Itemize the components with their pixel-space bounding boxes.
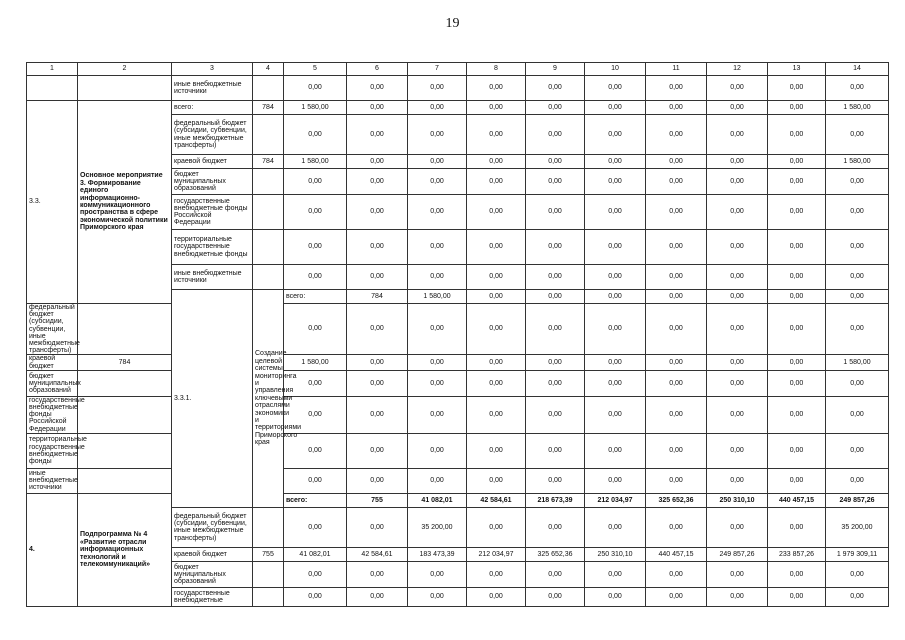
grbs-code-cell [253,265,284,290]
amount-cell: 0,00 [585,155,646,169]
grbs-code-cell [253,561,284,587]
amount-cell: 0,00 [768,115,826,155]
column-header-9: 9 [526,63,585,76]
amount-cell: 0,00 [526,169,585,195]
funding-source-cell: краевой бюджет [172,155,253,169]
amount-cell: 0,00 [707,155,768,169]
row-number-cell: 4. [27,493,78,606]
grbs-code-cell [78,370,172,396]
amount-cell: 1 580,00 [408,290,467,304]
amount-cell: 440 457,15 [768,493,826,507]
column-header-6: 6 [347,63,408,76]
budget-table [26,62,889,607]
amount-cell: 0,00 [646,396,707,433]
column-header-1: 1 [27,63,78,76]
amount-cell: 0,00 [284,195,347,230]
amount-cell: 0,00 [408,230,467,265]
amount-cell: 0,00 [467,76,526,101]
amount-cell: 218 673,39 [526,493,585,507]
funding-source-cell: федеральный бюджет (субсидии, субвенции, иные межбюджетные трансферты) [172,507,253,547]
amount-cell: 0,00 [526,76,585,101]
amount-cell: 0,00 [347,355,408,370]
amount-cell: 0,00 [408,370,467,396]
program-name-cell [78,76,172,101]
amount-cell: 0,00 [467,265,526,290]
amount-cell: 0,00 [768,230,826,265]
amount-cell: 0,00 [646,115,707,155]
amount-cell: 0,00 [646,155,707,169]
table-header-row [27,63,889,76]
amount-cell: 0,00 [284,433,347,468]
amount-cell: 0,00 [467,304,526,355]
amount-cell: 0,00 [768,76,826,101]
funding-source-cell: бюджет муниципальных образований [172,561,253,587]
amount-cell: 0,00 [347,169,408,195]
amount-cell: 0,00 [347,76,408,101]
amount-cell: 0,00 [408,396,467,433]
amount-cell: 0,00 [408,155,467,169]
amount-cell: 249 857,26 [707,547,768,561]
amount-cell: 0,00 [284,265,347,290]
amount-cell: 0,00 [347,587,408,606]
table-row [27,304,889,355]
amount-cell: 212 034,97 [585,493,646,507]
amount-cell: 0,00 [408,355,467,370]
amount-cell: 0,00 [585,195,646,230]
amount-cell: 0,00 [707,370,768,396]
grbs-code-cell: 784 [78,355,172,370]
funding-source-cell: всего: [284,493,347,507]
amount-cell: 0,00 [768,433,826,468]
grbs-code-cell [78,468,172,493]
amount-cell: 0,00 [826,230,889,265]
amount-cell: 0,00 [646,169,707,195]
funding-source-cell: краевой бюджет [27,355,78,370]
amount-cell: 0,00 [585,355,646,370]
table-row [27,468,889,493]
program-name-cell: Создание целевой системы мониторинга и управления ключевыми отраслями экономики и территориями Приморского края [253,290,284,508]
amount-cell: 0,00 [707,115,768,155]
amount-cell: 0,00 [707,195,768,230]
amount-cell: 0,00 [707,101,768,115]
amount-cell: 0,00 [526,115,585,155]
amount-cell: 0,00 [526,433,585,468]
program-name-cell: Подпрограмма № 4 «Развитие отрасли информационных технологий и телекоммуникаций» [78,493,172,606]
amount-cell: 0,00 [826,304,889,355]
amount-cell: 233 857,26 [768,547,826,561]
amount-cell: 0,00 [585,396,646,433]
amount-cell: 0,00 [467,115,526,155]
page-number: 19 [445,16,460,31]
amount-cell: 0,00 [347,195,408,230]
table-row [27,396,889,433]
funding-source-cell: территориальные государственные внебюджетные фонды [172,230,253,265]
amount-cell: 0,00 [646,587,707,606]
amount-cell: 0,00 [707,587,768,606]
amount-cell: 0,00 [526,290,585,304]
amount-cell: 0,00 [467,433,526,468]
amount-cell: 0,00 [347,433,408,468]
grbs-code-cell [78,433,172,468]
amount-cell: 0,00 [826,587,889,606]
funding-source-cell: федеральный бюджет (субсидии, субвенции, иные межбюджетные трансферты) [27,304,78,355]
column-header-5: 5 [284,63,347,76]
amount-cell: 0,00 [707,561,768,587]
amount-cell: 0,00 [768,587,826,606]
amount-cell: 0,00 [585,507,646,547]
amount-cell: 249 857,26 [826,493,889,507]
amount-cell: 440 457,15 [646,547,707,561]
amount-cell: 0,00 [408,304,467,355]
amount-cell: 0,00 [284,115,347,155]
amount-cell: 1 580,00 [826,101,889,115]
amount-cell: 0,00 [284,396,347,433]
amount-cell: 0,00 [408,115,467,155]
amount-cell: 0,00 [585,304,646,355]
amount-cell: 0,00 [347,265,408,290]
amount-cell: 0,00 [526,101,585,115]
column-header-7: 7 [408,63,467,76]
amount-cell: 0,00 [284,468,347,493]
amount-cell: 0,00 [768,370,826,396]
column-header-10: 10 [585,63,646,76]
amount-cell: 0,00 [408,468,467,493]
amount-cell: 0,00 [646,561,707,587]
amount-cell: 0,00 [526,370,585,396]
amount-cell: 0,00 [467,101,526,115]
funding-source-cell: всего: [172,101,253,115]
grbs-code-cell: 784 [253,101,284,115]
amount-cell: 0,00 [467,370,526,396]
funding-source-cell: федеральный бюджет (субсидии, субвенции, иные межбюджетные трансферты) [172,115,253,155]
amount-cell: 0,00 [826,433,889,468]
amount-cell: 41 082,01 [408,493,467,507]
amount-cell: 0,00 [467,230,526,265]
row-number-cell: 3.3.1. [172,290,253,508]
amount-cell: 0,00 [347,370,408,396]
amount-cell: 0,00 [467,468,526,493]
amount-cell: 0,00 [646,290,707,304]
amount-cell: 0,00 [467,355,526,370]
amount-cell: 0,00 [585,561,646,587]
amount-cell: 0,00 [826,169,889,195]
amount-cell: 0,00 [585,370,646,396]
amount-cell: 0,00 [284,230,347,265]
amount-cell: 0,00 [526,587,585,606]
amount-cell: 0,00 [646,507,707,547]
amount-cell: 0,00 [646,370,707,396]
amount-cell: 250 310,10 [707,493,768,507]
table-body [27,76,889,607]
amount-cell: 0,00 [707,265,768,290]
amount-cell: 0,00 [826,195,889,230]
funding-source-cell: государственные внебюджетные [172,587,253,606]
amount-cell: 0,00 [408,169,467,195]
grbs-code-cell: 784 [347,290,408,304]
amount-cell: 0,00 [707,230,768,265]
amount-cell: 0,00 [347,101,408,115]
amount-cell: 0,00 [467,155,526,169]
amount-cell: 0,00 [347,155,408,169]
funding-source-cell: бюджет муниципальных образований [172,169,253,195]
amount-cell: 0,00 [646,433,707,468]
amount-cell: 0,00 [707,355,768,370]
amount-cell: 35 200,00 [408,507,467,547]
amount-cell: 0,00 [707,304,768,355]
column-header-11: 11 [646,63,707,76]
grbs-code-cell: 755 [253,547,284,561]
amount-cell: 42 584,61 [467,493,526,507]
amount-cell: 1 580,00 [284,101,347,115]
amount-cell: 42 584,61 [347,547,408,561]
amount-cell: 0,00 [585,433,646,468]
amount-cell: 35 200,00 [826,507,889,547]
row-number-cell: 3.3. [27,101,78,304]
grbs-code-cell [253,230,284,265]
grbs-code-cell [253,76,284,101]
amount-cell: 0,00 [585,115,646,155]
amount-cell: 0,00 [826,396,889,433]
amount-cell: 0,00 [585,587,646,606]
amount-cell: 0,00 [526,155,585,169]
funding-source-cell: государственные внебюджетные фонды Российской Федерации [27,396,78,433]
amount-cell: 0,00 [768,101,826,115]
amount-cell: 0,00 [826,290,889,304]
amount-cell: 0,00 [284,304,347,355]
table-row [27,370,889,396]
amount-cell: 0,00 [585,468,646,493]
amount-cell: 325 652,36 [646,493,707,507]
amount-cell: 0,00 [526,230,585,265]
amount-cell: 0,00 [768,169,826,195]
amount-cell: 0,00 [646,101,707,115]
amount-cell: 0,00 [467,587,526,606]
column-header-12: 12 [707,63,768,76]
amount-cell: 0,00 [646,195,707,230]
amount-cell: 0,00 [646,355,707,370]
funding-source-cell: всего: [284,290,347,304]
amount-cell: 0,00 [707,290,768,304]
amount-cell: 0,00 [707,76,768,101]
amount-cell: 0,00 [284,561,347,587]
funding-source-cell: государственные внебюджетные фонды Российской Федерации [172,195,253,230]
row-number-cell [27,76,78,101]
amount-cell: 0,00 [768,304,826,355]
amount-cell: 0,00 [347,304,408,355]
table-row [27,101,889,115]
amount-cell: 0,00 [768,468,826,493]
amount-cell: 0,00 [526,396,585,433]
amount-cell: 0,00 [526,468,585,493]
amount-cell: 1 580,00 [284,155,347,169]
amount-cell: 0,00 [408,265,467,290]
amount-cell: 0,00 [826,76,889,101]
amount-cell: 0,00 [826,561,889,587]
grbs-code-cell: 784 [253,155,284,169]
amount-cell: 0,00 [768,290,826,304]
amount-cell: 0,00 [467,195,526,230]
amount-cell: 0,00 [526,507,585,547]
amount-cell: 0,00 [707,396,768,433]
amount-cell: 0,00 [585,76,646,101]
amount-cell: 41 082,01 [284,547,347,561]
amount-cell: 0,00 [585,265,646,290]
amount-cell: 0,00 [585,290,646,304]
column-header-4: 4 [253,63,284,76]
amount-cell: 0,00 [347,396,408,433]
amount-cell: 0,00 [707,433,768,468]
amount-cell: 0,00 [768,155,826,169]
amount-cell: 0,00 [347,115,408,155]
amount-cell: 0,00 [646,304,707,355]
amount-cell: 1 979 309,11 [826,547,889,561]
amount-cell: 0,00 [408,561,467,587]
funding-source-cell: бюджет муниципальных образований [27,370,78,396]
funding-source-cell: иные внебюджетные источники [27,468,78,493]
amount-cell: 0,00 [347,468,408,493]
amount-cell: 0,00 [467,561,526,587]
funding-source-cell: территориальные государственные внебюджетные фонды [27,433,78,468]
column-header-14: 14 [826,63,889,76]
grbs-code-cell [253,169,284,195]
amount-cell: 0,00 [707,169,768,195]
amount-cell: 0,00 [467,290,526,304]
amount-cell: 0,00 [826,468,889,493]
amount-cell: 0,00 [826,115,889,155]
column-header-3: 3 [172,63,253,76]
amount-cell: 0,00 [526,355,585,370]
amount-cell: 0,00 [408,101,467,115]
amount-cell: 0,00 [707,507,768,547]
amount-cell: 0,00 [408,587,467,606]
amount-cell: 0,00 [284,169,347,195]
amount-cell: 0,00 [467,396,526,433]
amount-cell: 0,00 [768,195,826,230]
amount-cell: 0,00 [585,169,646,195]
grbs-code-cell [78,304,172,355]
amount-cell: 0,00 [768,265,826,290]
amount-cell: 0,00 [526,265,585,290]
column-header-13: 13 [768,63,826,76]
amount-cell: 0,00 [526,195,585,230]
amount-cell: 0,00 [284,587,347,606]
amount-cell: 0,00 [585,101,646,115]
amount-cell: 0,00 [768,507,826,547]
grbs-code-cell [78,396,172,433]
amount-cell: 0,00 [707,468,768,493]
grbs-code-cell [253,507,284,547]
amount-cell: 0,00 [768,355,826,370]
amount-cell: 0,00 [646,76,707,101]
amount-cell: 0,00 [408,195,467,230]
amount-cell: 1 580,00 [826,155,889,169]
amount-cell: 1 580,00 [284,355,347,370]
amount-cell: 0,00 [408,433,467,468]
grbs-code-cell: 755 [347,493,408,507]
grbs-code-cell [253,115,284,155]
amount-cell: 0,00 [526,304,585,355]
amount-cell: 250 310,10 [585,547,646,561]
grbs-code-cell [253,587,284,606]
amount-cell: 0,00 [585,230,646,265]
amount-cell: 0,00 [768,396,826,433]
program-name-cell: Основное мероприятие 3. Формирование единого информационно-коммуникационного пространства в сфере экономической политики Приморского края [78,101,172,304]
grbs-code-cell [253,195,284,230]
funding-source-cell: краевой бюджет [172,547,253,561]
funding-source-cell: иные внебюджетные источники [172,265,253,290]
table-row [27,433,889,468]
table-row [27,76,889,101]
amount-cell: 0,00 [408,76,467,101]
table-row [27,355,889,370]
column-header-2: 2 [78,63,172,76]
funding-source-cell: иные внебюджетные источники [172,76,253,101]
table-row [27,493,889,507]
amount-cell: 0,00 [347,230,408,265]
amount-cell: 0,00 [646,230,707,265]
column-header-8: 8 [467,63,526,76]
amount-cell: 0,00 [826,370,889,396]
amount-cell: 0,00 [284,76,347,101]
amount-cell: 325 652,36 [526,547,585,561]
amount-cell: 0,00 [467,507,526,547]
amount-cell: 0,00 [467,169,526,195]
amount-cell: 0,00 [646,468,707,493]
amount-cell: 0,00 [826,265,889,290]
amount-cell: 0,00 [284,507,347,547]
amount-cell: 0,00 [284,370,347,396]
amount-cell: 0,00 [768,561,826,587]
amount-cell: 0,00 [526,561,585,587]
amount-cell: 0,00 [347,507,408,547]
amount-cell: 0,00 [347,561,408,587]
amount-cell: 0,00 [646,265,707,290]
amount-cell: 212 034,97 [467,547,526,561]
amount-cell: 183 473,39 [408,547,467,561]
amount-cell: 1 580,00 [826,355,889,370]
